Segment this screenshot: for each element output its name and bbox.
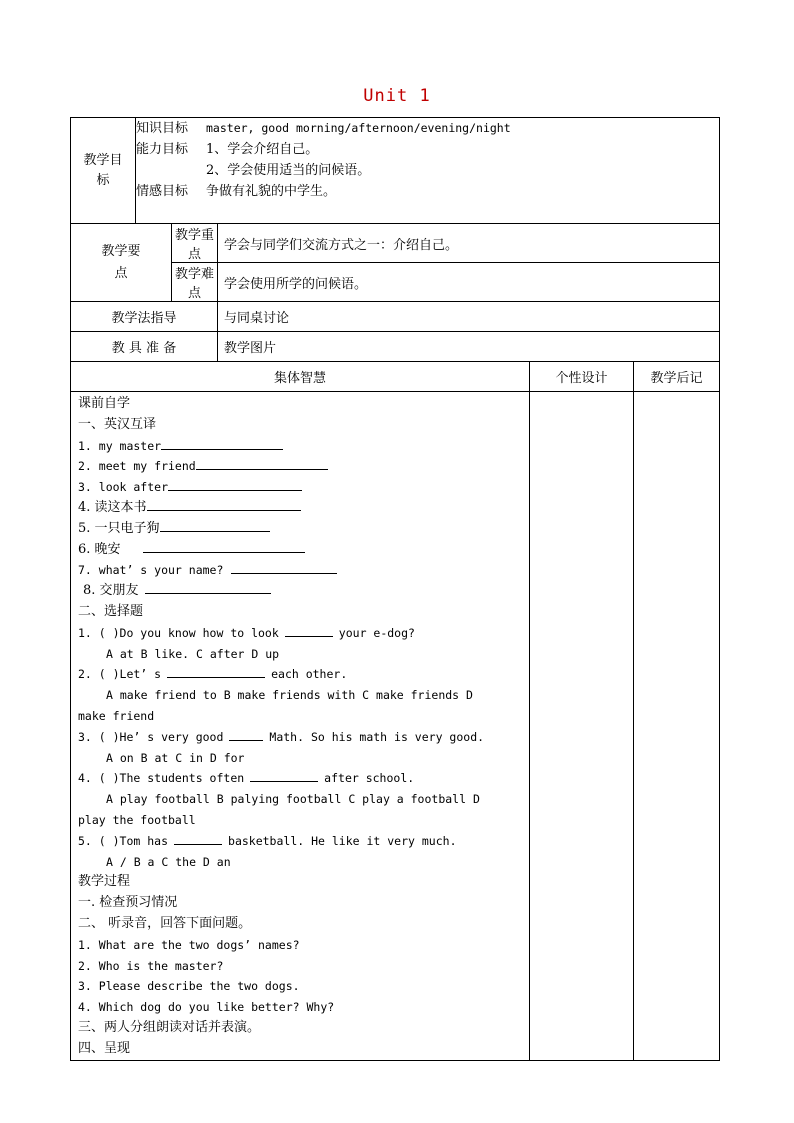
question-2: 2. ( )Let’ s each other. <box>78 667 348 682</box>
trans-item: 7. what’ s your name? <box>78 560 529 581</box>
knowledge-goal-text: master, good morning/afternoon/evening/night <box>206 121 511 135</box>
knowledge-goal <box>136 118 719 139</box>
question-4: 4. ( )The students often after school. <box>78 771 415 786</box>
listening-question: 2. Who is the master? <box>78 958 224 973</box>
column-header-row <box>71 362 720 392</box>
process-step-3: 三、两人分组朗读对话并表演。 <box>78 1019 261 1035</box>
question-4-options: A play football B palying football C play a football D <box>106 792 480 807</box>
question-5-options: A / B a C the D an <box>106 854 231 869</box>
question-3: 3. ( )He’ s very good Math. So his math is very good. <box>78 729 485 744</box>
trans-item: 6. 晚安 <box>78 540 529 561</box>
method-text: 与同桌讨论 <box>218 302 720 332</box>
focus-text: 学会与同学们交流方式之一：介绍自己。 <box>218 224 720 263</box>
focus-label: 教学重点 <box>172 224 218 263</box>
trans-item: 2. meet my friend <box>78 456 529 477</box>
reflection-cell <box>634 392 720 1061</box>
question-2-options-cont: make friend <box>78 708 155 723</box>
tools-row <box>71 332 720 362</box>
section-choice: 二、选择题 <box>78 603 144 619</box>
listening-question: 1. What are the two dogs’ names? <box>78 937 300 952</box>
process-step-1: 一. 检查预习情况 <box>78 895 178 911</box>
process-step-4: 四、呈现 <box>78 1040 131 1056</box>
question-1-options: A at B like. C after D up <box>106 646 280 661</box>
content-row <box>71 392 720 1061</box>
knowledge-goal-label: 知识目标 <box>136 121 189 136</box>
trans-item: 5. 一只电子狗 <box>78 519 529 540</box>
method-row <box>71 302 720 332</box>
trans-item: 3. look after <box>78 477 529 498</box>
process-heading: 教学过程 <box>78 874 131 890</box>
ability-goal-label: 能力目标 <box>136 142 189 157</box>
focus-row <box>71 224 720 263</box>
emotion-goal <box>136 181 719 202</box>
process-step-2: 二、 听录音，回答下面问题。 <box>78 915 252 931</box>
trans-item: 4. 读这本书 <box>78 498 529 519</box>
method-label: 教学法指导 <box>71 302 218 332</box>
tools-label: 教 具 准 备 <box>71 332 218 362</box>
question-3-options: A on B at C in D for <box>106 750 245 765</box>
pre-study-heading: 课前自学 <box>78 396 131 411</box>
listening-question: 3. Please describe the two dogs. <box>78 979 300 994</box>
ability-goal-1: 1、学会介绍自己。 <box>206 142 319 157</box>
page-title: Unit 1 <box>363 86 431 106</box>
trans-item: 1. my master <box>78 436 529 457</box>
listening-question: 4. Which dog do you like better? Why? <box>78 1000 335 1015</box>
column-collective: 集体智慧 <box>71 362 530 392</box>
goals-row <box>71 118 720 224</box>
difficulty-label: 教学难点 <box>172 263 218 302</box>
collective-content <box>71 392 530 1061</box>
column-reflection: 教学后记 <box>634 362 720 392</box>
section-translation: 一、英汉互译 <box>78 416 157 432</box>
lesson-plan-table <box>70 117 720 1061</box>
difficulty-text: 学会使用所学的问候语。 <box>218 263 720 302</box>
tools-text: 教学图片 <box>218 332 720 362</box>
question-2-options: A make friend to B make friends with C make friends D <box>106 688 473 703</box>
emotion-goal-text: 争做有礼貌的中学生。 <box>206 184 337 199</box>
goals-row-label: 教学目标 <box>71 118 136 224</box>
goals-content <box>136 118 720 224</box>
emotion-goal-label: 情感目标 <box>136 184 189 199</box>
question-1: 1. ( )Do you know how to look your e-dog? <box>78 625 415 640</box>
question-5: 5. ( )Tom has basketball. He like it very much. <box>78 833 457 848</box>
personal-design-cell <box>530 392 634 1061</box>
column-personal: 个性设计 <box>530 362 634 392</box>
key-points-label: 教学要点 <box>71 224 172 302</box>
ability-goal-2: 2、学会使用适当的问候语。 <box>206 163 371 178</box>
question-4-options-cont: play the football <box>78 812 196 827</box>
ability-goal <box>136 139 719 160</box>
trans-item: 8. 交朋友 <box>78 581 529 602</box>
